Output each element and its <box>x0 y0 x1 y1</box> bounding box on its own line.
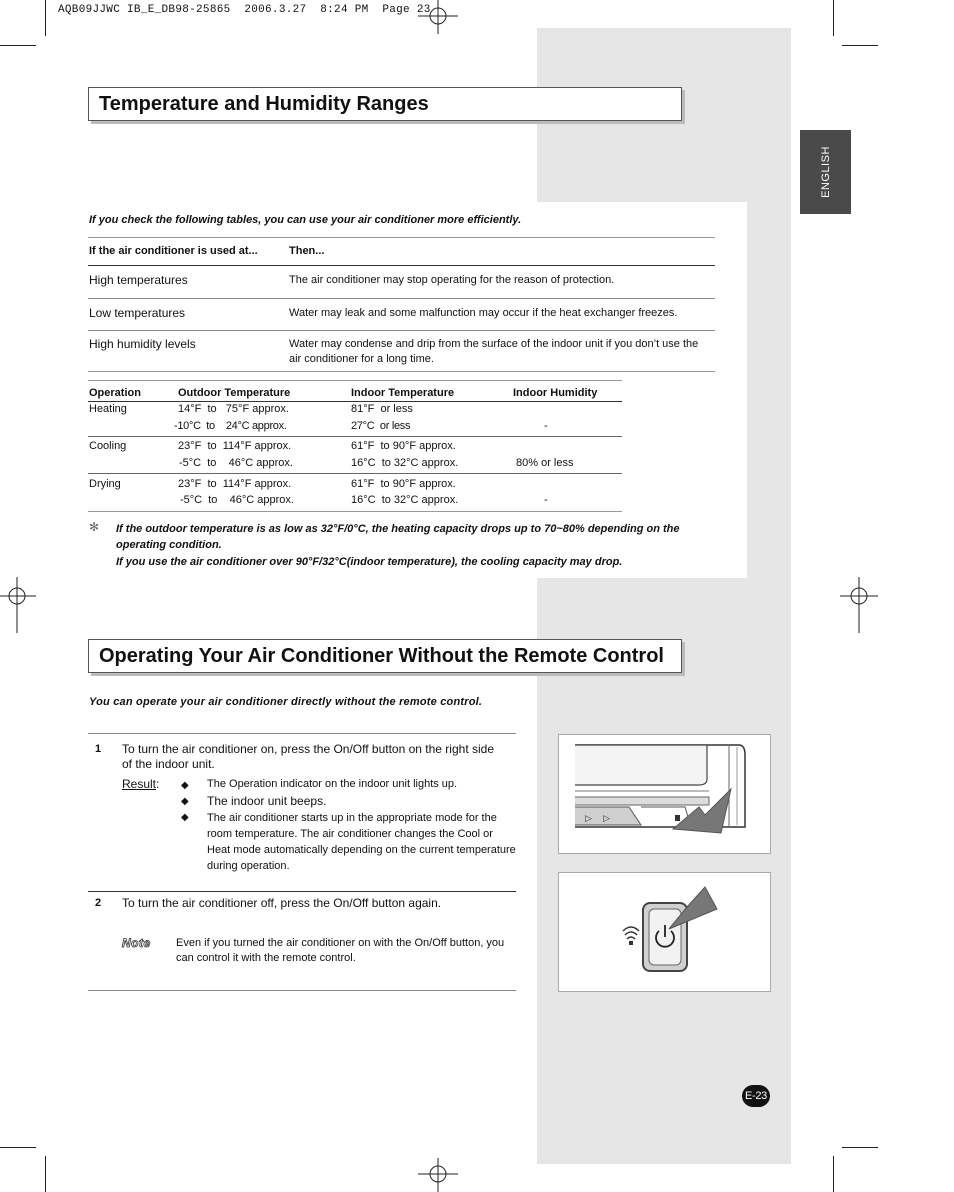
registration-mark-bottom <box>418 1158 458 1192</box>
section2-intro: You can operate your air conditioner directly without the remote control. <box>89 696 483 708</box>
table2-heating-op: Heating <box>89 403 127 415</box>
page-number-badge <box>742 1085 770 1107</box>
section1-title: Temperature and Humidity Ranges <box>88 87 682 121</box>
table2-drying-out-f: 23°F to 114°F approx. <box>178 478 292 490</box>
step2-text: To turn the air conditioner off, press the On/Off button again. <box>122 896 442 910</box>
table2-cooling-out-c: -5°C to 46°C approx. <box>179 457 293 469</box>
table2-cooling-out-f: 23°F to 114°F approx. <box>178 440 292 452</box>
section1-intro: If you check the following tables, you can use your air conditioner more efficiently. <box>89 214 522 226</box>
crop-mark <box>0 45 36 46</box>
registration-mark-left <box>0 577 36 633</box>
table2-drying-out-c: -5°C to 46°C approx. <box>180 494 294 506</box>
table2-header-rule <box>88 401 622 402</box>
table1-row1-condition: High temperatures <box>89 273 188 287</box>
gray-band <box>537 28 791 1164</box>
table2-bottom-rule <box>88 511 622 512</box>
power-button-illustration <box>559 873 770 991</box>
table1-top-rule <box>88 237 715 238</box>
table2-drying-hum: - <box>544 494 548 506</box>
table2-heating-out-f: 14°F to 75°F approx. <box>178 403 289 415</box>
section1-note-1: If the outdoor temperature is as low as 32°F/0°C, the heating capacity drops up to 70~80% depending on the operating condition. <box>116 523 680 551</box>
step1-text: To turn the air conditioner on, press the On/Off button on the right side of the indoor unit. <box>122 742 494 771</box>
table2-header-humidity: Indoor Humidity <box>513 387 598 399</box>
table1-row-rule <box>88 330 715 331</box>
step1-number: 1 <box>95 743 102 755</box>
registration-mark-right <box>840 577 878 633</box>
indoor-unit-illustration <box>559 735 770 853</box>
crop-mark <box>45 1156 46 1192</box>
step2-number: 2 <box>95 897 102 909</box>
page-number: E-23 <box>744 1090 768 1102</box>
table1-row2-condition: Low temperatures <box>89 306 186 320</box>
result-label-text: Result <box>122 777 157 791</box>
table2-cooling-op: Cooling <box>89 440 127 452</box>
table2-header-outdoor: Outdoor Temperature <box>178 387 291 399</box>
table2-header-indoor: Indoor Temperature <box>351 387 455 399</box>
bullet-icon: ◆ <box>181 812 189 823</box>
bullet-icon: ◆ <box>181 796 189 807</box>
table1-header-rule <box>88 265 715 266</box>
step-divider <box>88 891 516 892</box>
table2-header-operation: Operation <box>89 387 141 399</box>
table2-heating-in-c: 27°C or less <box>351 420 411 432</box>
note-label: Note <box>122 936 151 950</box>
table1-header-col1: If the air conditioner is used at... <box>89 245 258 257</box>
crop-mark <box>0 1147 36 1148</box>
section2-title: Operating Your Air Conditioner Without the Remote Control <box>88 639 682 673</box>
table2-heating-out-c: -10°C to 24°C approx. <box>174 420 287 432</box>
onoff-button-figure <box>558 872 771 992</box>
result-label: Result: <box>122 777 160 791</box>
svg-text:▷: ▷ <box>603 813 610 823</box>
table2-heating-hum: - <box>544 420 548 432</box>
bullet-icon: ◆ <box>181 780 189 791</box>
table2-row-rule <box>88 436 622 437</box>
table2-cooling-in-f: 61°F to 90°F approx. <box>351 440 456 452</box>
table1-row1-result: The air conditioner may stop operating for the reason of protection. <box>289 274 615 286</box>
table1-row3-result: Water may condense and drip from the surface of the indoor unit if you don’t use the air conditioner for a long time. <box>289 338 699 365</box>
print-header: AQB09JJWC IB_E_DB98-25865 2006.3.27 8:24 PM Page 23 <box>58 4 431 16</box>
crop-mark <box>833 1156 834 1192</box>
step1-bullet-1: The Operation indicator on the indoor unit lights up. <box>207 778 458 790</box>
step1-bullet-3: The air conditioner starts up in the appropriate mode for the room temperature. The air conditioner changes the Cool or Heat mode automatically depending on the current temperature during operation. <box>207 812 516 872</box>
table1-row3-condition: High humidity levels <box>89 337 196 351</box>
table2-heating-in-f: 81°F or less <box>351 403 413 415</box>
crop-mark <box>45 0 46 36</box>
side-tab <box>800 130 851 214</box>
note-text: Even if you turned the air conditioner on with the On/Off button, you can control it with the remote control. <box>176 937 505 964</box>
section1-note-2: If you use the air conditioner over 90°F/32°C(indoor temperature), the cooling capacity may drop. <box>116 556 623 568</box>
table1-bottom-rule <box>88 371 715 372</box>
section2-bottom-rule <box>88 990 516 991</box>
signal-icon <box>623 927 639 945</box>
table2-drying-in-f: 61°F to 90°F approx. <box>351 478 456 490</box>
table2-cooling-hum: 80% or less <box>516 457 574 469</box>
step1-bullet-2: The indoor unit beeps. <box>207 794 327 808</box>
table1-header-col2: Then... <box>289 245 325 257</box>
side-tab-label: ENGLISH <box>820 146 832 198</box>
crop-mark <box>842 1147 878 1148</box>
section2-intro-rule <box>88 733 516 734</box>
note-symbol: ✻ <box>89 520 100 534</box>
table2-drying-op: Drying <box>89 478 121 490</box>
table2-drying-in-c: 16°C to 32°C approx. <box>351 494 459 506</box>
crop-mark <box>842 45 878 46</box>
table2-top-rule <box>88 380 622 381</box>
crop-mark <box>833 0 834 36</box>
table2-cooling-in-c: 16°C to 32°C approx. <box>351 457 459 469</box>
indoor-unit-figure <box>558 734 771 854</box>
table2-row-rule <box>88 473 622 474</box>
table1-row2-result: Water may leak and some malfunction may occur if the heat exchanger freezes. <box>289 307 678 319</box>
svg-text:▷: ▷ <box>585 813 592 823</box>
table1-row-rule <box>88 298 715 299</box>
